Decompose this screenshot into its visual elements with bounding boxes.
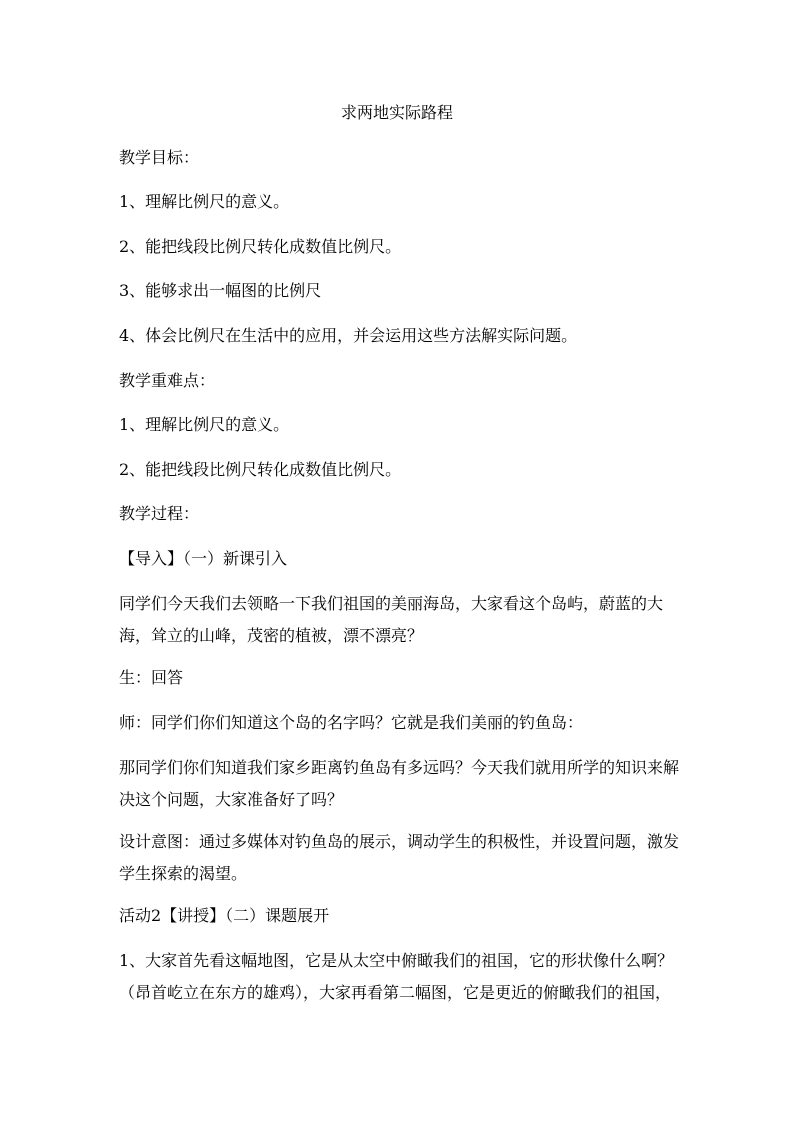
document-title: 求两地实际路程 xyxy=(340,103,453,122)
paragraph-goal-3: 3、能够求出一幅图的比例尺 xyxy=(119,281,322,300)
paragraph-goal-1: 1、理解比例尺的意义。 xyxy=(119,192,290,211)
paragraph-intro-text: 同学们今天我们去领略一下我们祖国的美丽海岛，大家看这个岛屿，蔚蓝的大海，耸立的山峰，茂密的植被，漂不漂亮？ xyxy=(119,594,664,645)
paragraph-teacher-question: 师：同学们你们知道这个岛的名字吗？它就是我们美丽的钓鱼岛： xyxy=(119,713,584,732)
paragraph-map-intro: 1、大家首先看这幅地图，它是从太空中俯瞰我们的祖国，它的形状像什么啊？（昂首屹立在东方的雄鸡），大家再看第二幅图，它是更近的俯瞰我们的祖国， xyxy=(119,951,674,1002)
paragraph-teaching-goals-heading: 教学目标： xyxy=(119,148,200,167)
paragraph-design-intent: 设计意图：通过多媒体对钓鱼岛的展示，调动学生的积极性，并设置问题，激发学生探索的渴望。 xyxy=(119,832,680,883)
paragraph-student-answer: 生：回答 xyxy=(119,668,184,687)
paragraph-intro-heading: 【导入】（一）新课引入 xyxy=(119,549,288,568)
paragraph-key-point-1: 1、理解比例尺的意义。 xyxy=(119,415,290,434)
paragraph-key-point-2: 2、能把线段比例尺转化成数值比例尺。 xyxy=(119,460,402,479)
paragraph-goal-4: 4、体会比例尺在生活中的应用，并会运用这些方法解实际问题。 xyxy=(119,326,578,345)
paragraph-activity-2-heading: 活动2【讲授】（二）课题展开 xyxy=(119,906,330,925)
paragraph-key-points-heading: 教学重难点： xyxy=(119,371,216,390)
paragraph-goal-2: 2、能把线段比例尺转化成数值比例尺。 xyxy=(119,237,402,256)
paragraph-process-heading: 教学过程： xyxy=(119,504,200,523)
paragraph-distance-question: 那同学们你们知道我们家乡距离钓鱼岛有多远吗？今天我们就用所学的知识来解决这个问题，大家准备好了吗？ xyxy=(119,758,680,809)
